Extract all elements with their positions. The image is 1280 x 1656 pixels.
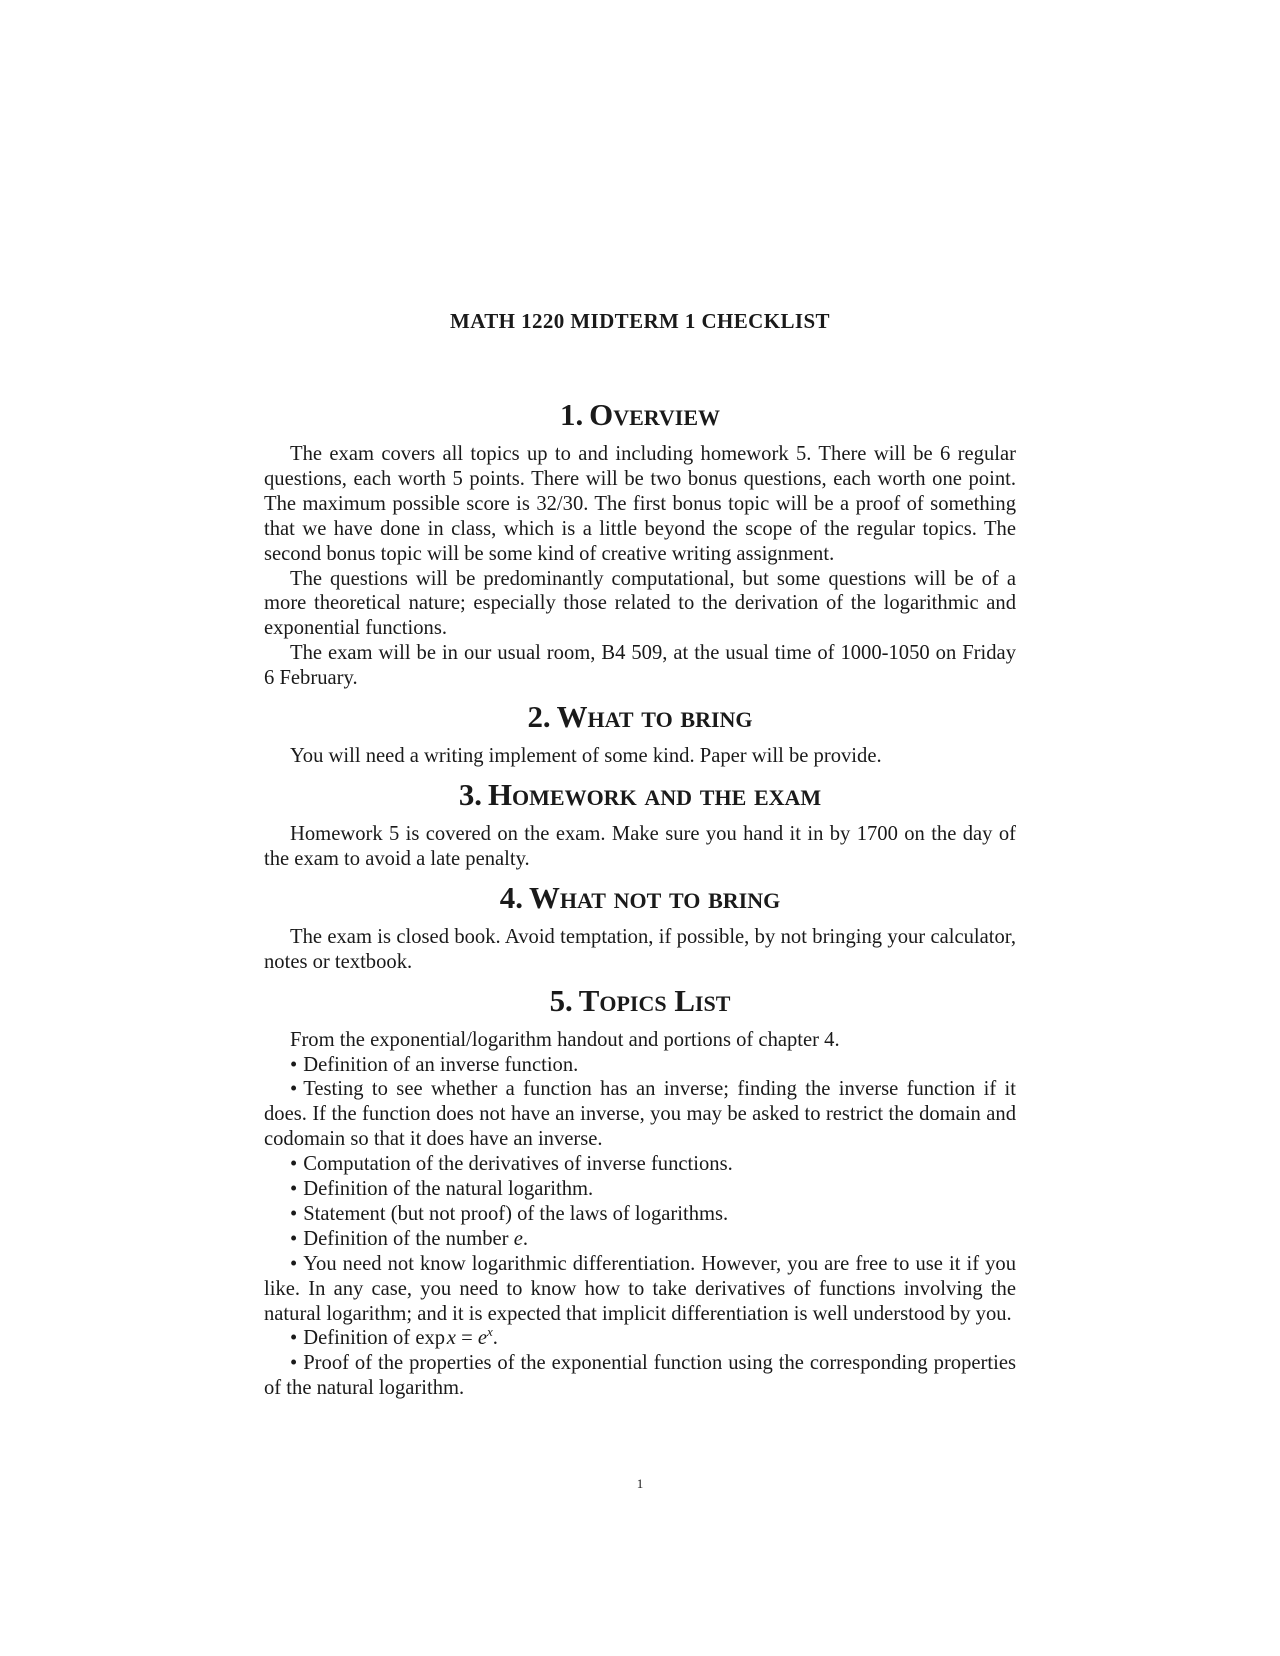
math-e: e xyxy=(513,1227,523,1250)
document-body xyxy=(264,397,1016,1401)
list-item-text: Computation of the derivatives of inverse functions. xyxy=(303,1153,733,1176)
list-item-text: Definition of an inverse function. xyxy=(303,1053,579,1076)
section-what-not-to-bring xyxy=(264,879,1016,975)
section-number: 3. xyxy=(458,776,482,812)
topics-intro: From the exponential/logarithm handout and portions of chapter 4. xyxy=(290,1028,840,1051)
paragraph: The exam covers all topics up to and including homework 5. There will be 6 regular questions, each worth 5 points. There will be two bonus questions, each worth one point. The maximum possible score is 32/30. The first bonus topic will be a proof of something that we have done in class, which is a little beyond the scope of the regular topics. The second bonus topic will be some kind of creative writing assignment. xyxy=(264,443,1016,565)
section-number: 5. xyxy=(549,982,573,1018)
page-number: 1 xyxy=(636,1476,644,1491)
bullet-icon: • xyxy=(290,1178,298,1201)
paragraph: The questions will be predominantly computational, but some questions will be of a more theoretical nature; especially those related to the derivation of the logarithmic and exponential functions. xyxy=(264,567,1016,640)
section-heading xyxy=(264,699,1016,735)
bullet-icon: • xyxy=(290,1227,298,1250)
math-equals: = xyxy=(455,1327,478,1350)
math-variable: x xyxy=(446,1327,456,1350)
list-item-text: Definition of xyxy=(303,1327,416,1350)
paragraph: Homework 5 is covered on the exam. Make sure you hand it in by 1700 on the day of the exam to avoid a late penalty. xyxy=(264,822,1016,870)
list-item-text: Definition of the number xyxy=(303,1227,514,1250)
section-title: What not to bring xyxy=(528,879,781,915)
list-item xyxy=(264,1202,1016,1227)
bullet-icon: • xyxy=(290,1078,298,1101)
section-number: 4. xyxy=(499,879,523,915)
list-item-text: You need not know logarithmic differentiation. However, you are free to use it if you like. In any case, you need to know how to take derivatives of functions involving the natural logarithm; and it is expected that implicit differentiation is well understood by you. xyxy=(264,1252,1016,1325)
bullet-icon: • xyxy=(290,1352,298,1375)
paragraph: You will need a writing implement of some kind. Paper will be provide. xyxy=(290,745,882,768)
section-topics-list xyxy=(264,982,1016,1402)
section-overview xyxy=(264,397,1016,691)
section-heading xyxy=(264,776,1016,812)
paragraph: The exam is closed book. Avoid temptation, if possible, by not bringing your calculator, notes or textbook. xyxy=(264,925,1016,973)
list-item xyxy=(264,1177,1016,1202)
section-heading xyxy=(264,397,1016,432)
list-item xyxy=(264,1077,1016,1152)
math-exp-operator: exp xyxy=(415,1327,446,1350)
section-homework-and-exam xyxy=(264,776,1016,872)
list-item xyxy=(264,1053,1016,1078)
section-heading xyxy=(264,879,1016,915)
section-number: 2. xyxy=(527,699,551,735)
list-item-text: Testing to see whether a function has an inverse; finding the inverse function if it does. If the function does not have an inverse, you may be asked to restrict the domain and codomain so that it does have an inverse. xyxy=(264,1078,1016,1151)
section-title: Overview xyxy=(589,397,720,432)
punctuation: . xyxy=(522,1227,528,1250)
paragraph: The exam will be in our usual room, B4 509, at the usual time of 1000-1050 on Friday 6 February. xyxy=(264,642,1016,690)
list-item-text: Definition of the natural logarithm. xyxy=(303,1178,594,1201)
bullet-icon: • xyxy=(290,1153,298,1176)
list-item-text: Proof of the properties of the exponential function using the corresponding properties of the natural logarithm. xyxy=(264,1352,1016,1400)
section-heading xyxy=(264,982,1016,1018)
list-item-text: Statement (but not proof) of the laws of logarithms. xyxy=(303,1202,729,1225)
document-page xyxy=(264,0,1016,1656)
topics-list xyxy=(264,1053,1016,1402)
list-item xyxy=(264,1351,1016,1401)
list-item xyxy=(264,1252,1016,1327)
punctuation: . xyxy=(492,1327,498,1350)
list-item xyxy=(264,1326,1016,1351)
document-title: MATH 1220 MIDTERM 1 CHECKLIST xyxy=(450,309,830,333)
bullet-icon: • xyxy=(290,1252,298,1275)
math-exponent: x xyxy=(487,1324,493,1340)
section-title: What to bring xyxy=(556,699,753,735)
bullet-icon: • xyxy=(290,1202,298,1225)
list-item xyxy=(264,1227,1016,1252)
bullet-icon: • xyxy=(290,1053,298,1076)
list-item xyxy=(264,1152,1016,1177)
section-what-to-bring xyxy=(264,699,1016,769)
math-base: e xyxy=(477,1327,487,1350)
section-title: Topics List xyxy=(578,982,731,1018)
section-number: 1. xyxy=(560,397,584,432)
section-title: Homework and the exam xyxy=(487,776,822,812)
bullet-icon: • xyxy=(290,1327,298,1350)
